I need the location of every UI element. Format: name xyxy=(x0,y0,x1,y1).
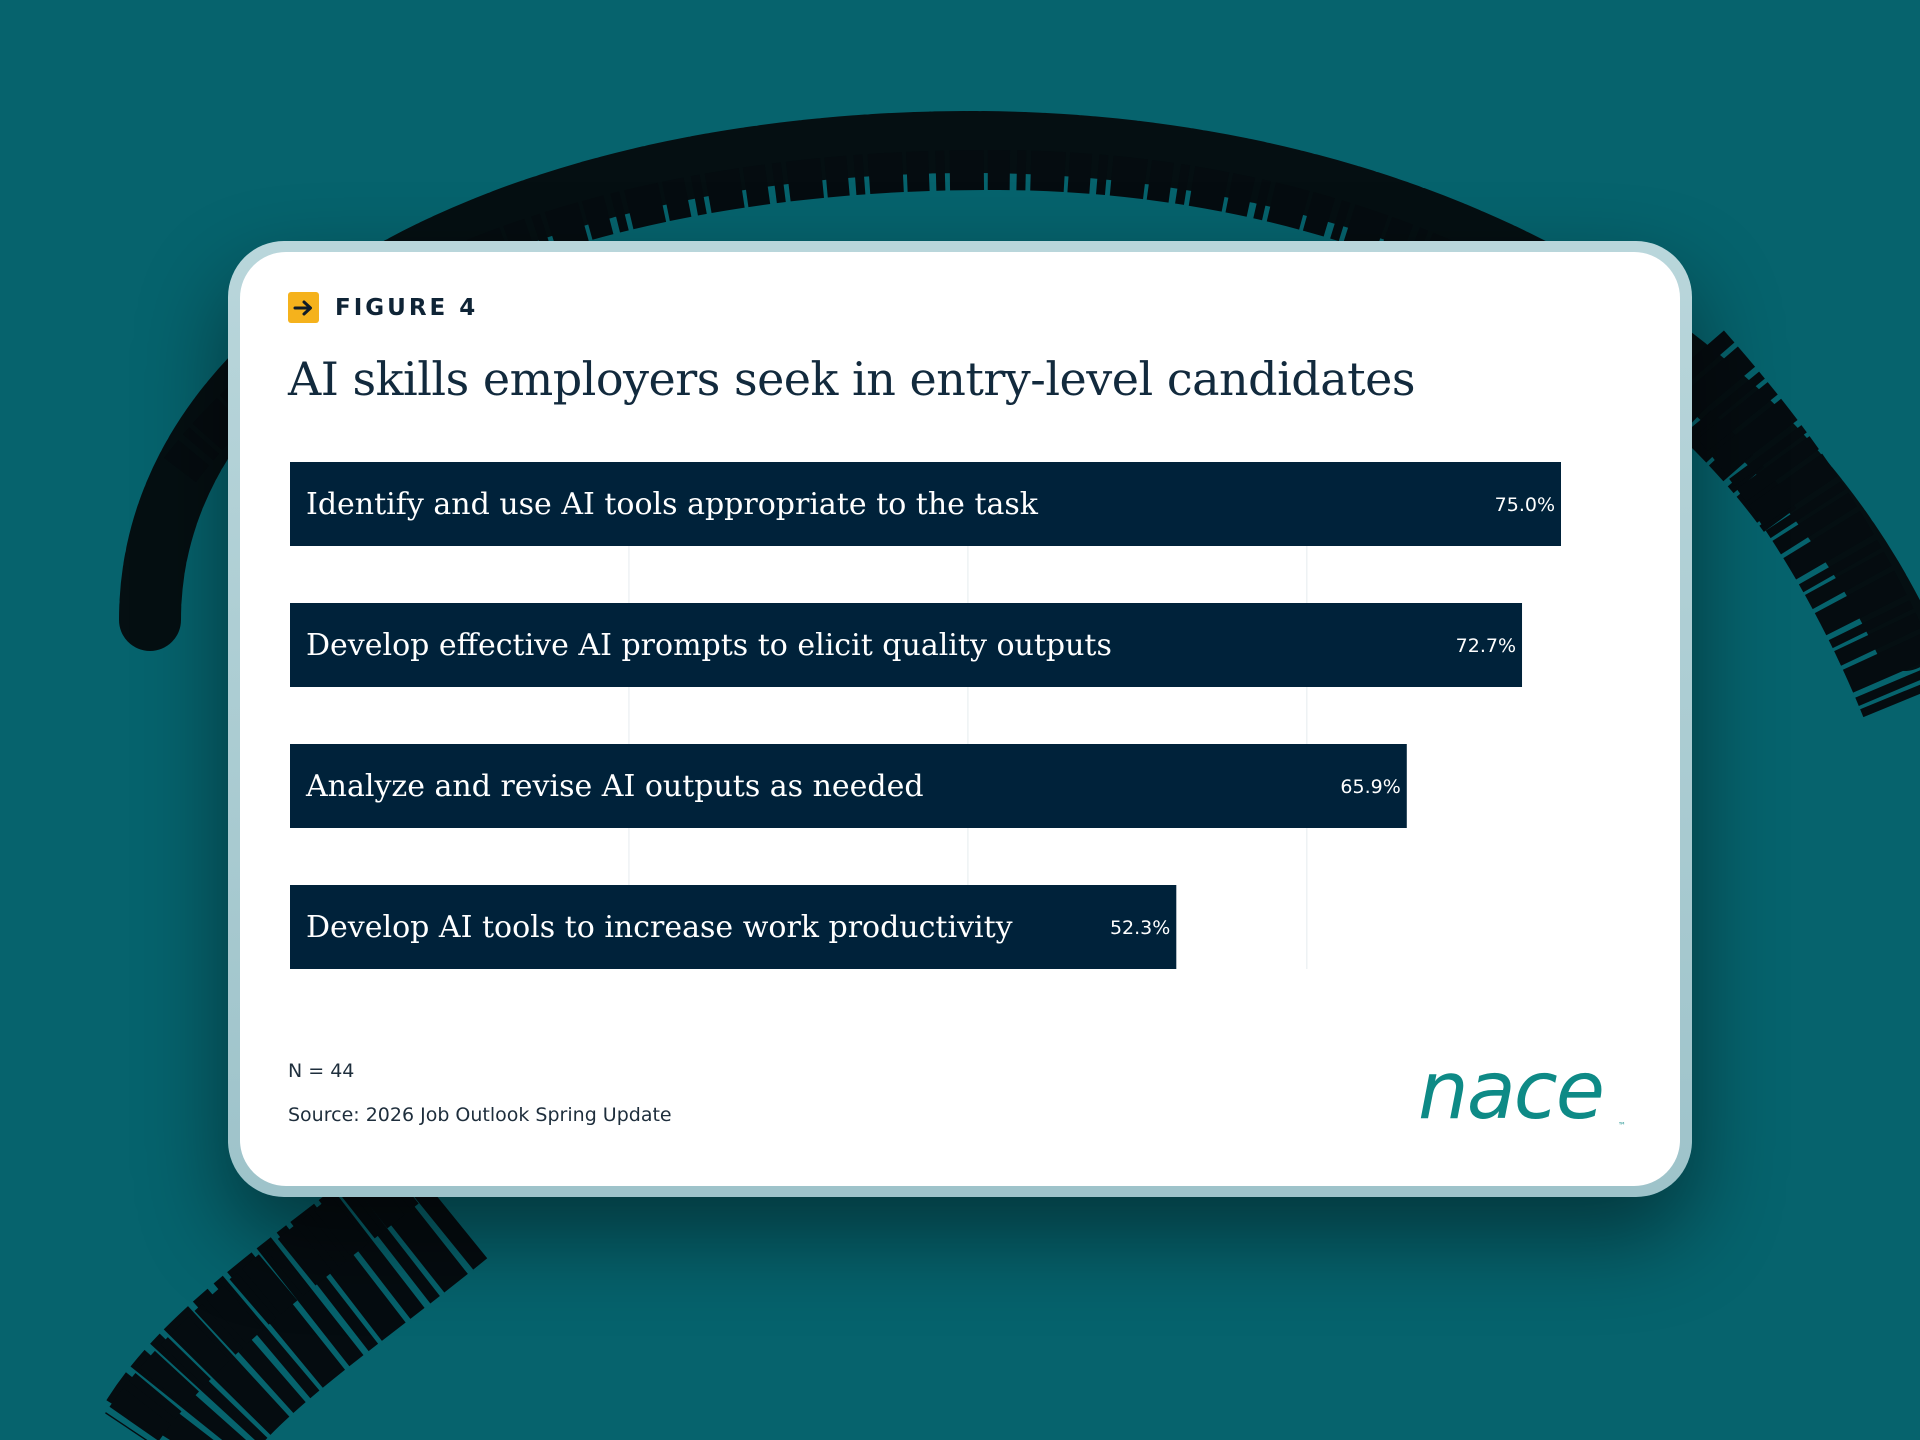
svg-text:™: ™ xyxy=(1618,1121,1626,1130)
chart-title: AI skills employers seek in entry-level candidates xyxy=(288,352,1415,406)
figure-card xyxy=(240,252,1680,1186)
bar-category-label: Develop AI tools to increase work productivity xyxy=(306,910,1013,945)
bar-value-label: 52.3% xyxy=(1109,917,1171,939)
figure-header xyxy=(288,292,478,323)
bar-category-label: Develop effective AI prompts to elicit quality outputs xyxy=(306,628,1112,663)
bar-value-label: 75.0% xyxy=(1494,494,1555,516)
bar-category-label: Identify and use AI tools appropriate to the task xyxy=(306,487,1038,522)
logo-wordmark: nace xyxy=(1418,1052,1603,1136)
figure-label: FIGURE 4 xyxy=(335,294,479,321)
bar-value-label: 72.7% xyxy=(1455,635,1517,657)
bar-value-label: 65.9% xyxy=(1340,776,1401,798)
bar-category-label: Analyze and revise AI outputs as needed xyxy=(306,769,924,804)
sample-size-note: N = 44 xyxy=(288,1060,355,1082)
source-note: Source: 2026 Job Outlook Spring Update xyxy=(288,1104,672,1126)
arrow-right-icon xyxy=(288,292,319,323)
bar-chart xyxy=(240,462,1680,1022)
nace-logo xyxy=(1418,1052,1638,1136)
